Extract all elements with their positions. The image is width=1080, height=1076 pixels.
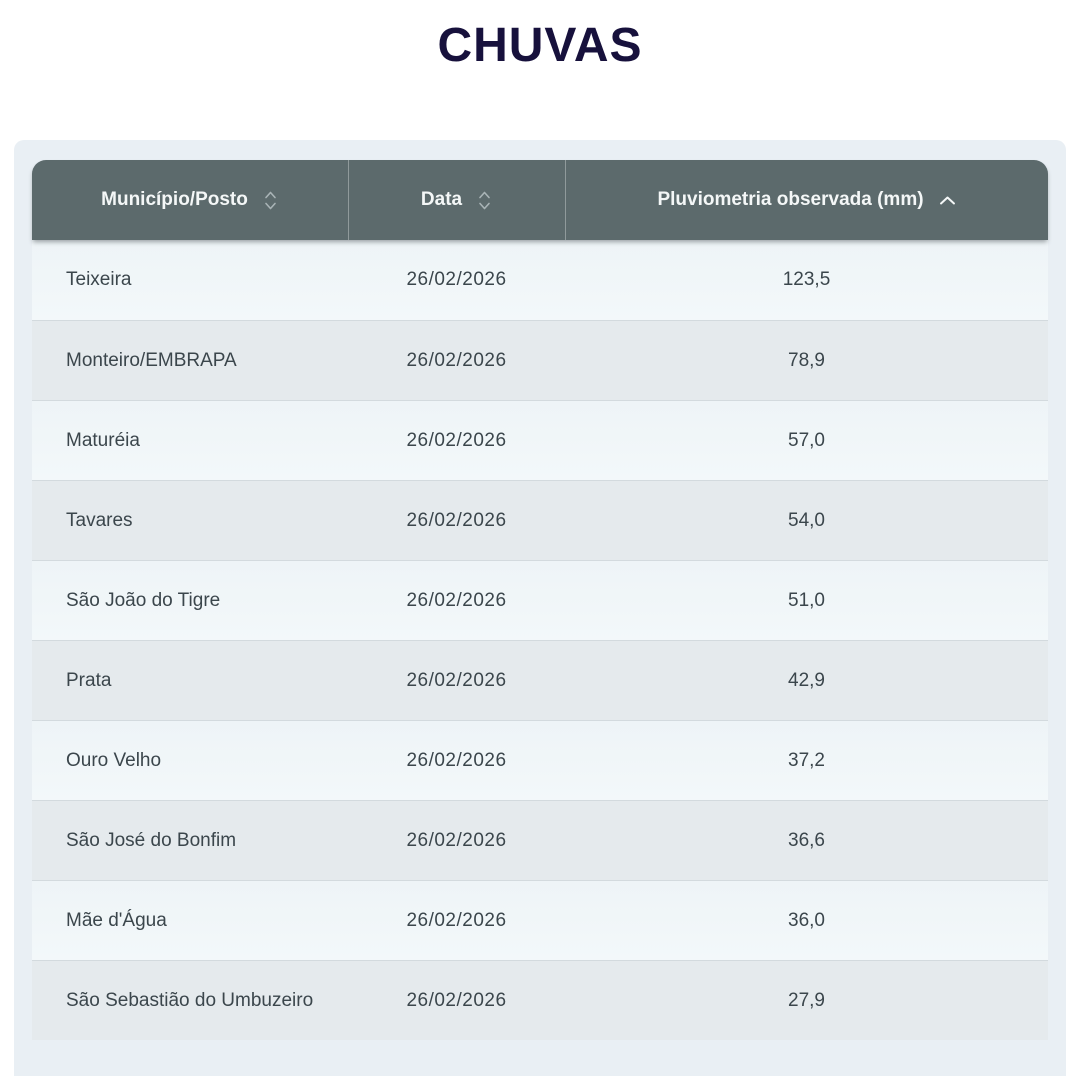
- cell-data: 26/02/2026: [406, 589, 507, 611]
- cell-pluviometria: 36,6: [788, 829, 825, 851]
- page-title: CHUVAS: [437, 19, 643, 72]
- cell-pluviometria: 36,0: [788, 909, 825, 931]
- column-header-pluviometria-label: Pluviometria observada (mm): [657, 189, 924, 210]
- column-header-data[interactable]: [348, 160, 565, 240]
- cell-pluviometria: 78,9: [788, 349, 825, 371]
- column-header-municipio[interactable]: [32, 160, 348, 240]
- column-header-pluviometria[interactable]: [565, 160, 1048, 240]
- sort-updown-icon: [262, 189, 279, 212]
- table-row: [32, 960, 1048, 1040]
- table-row: [32, 880, 1048, 960]
- rainfall-table-card: [14, 140, 1066, 1076]
- cell-data: 26/02/2026: [406, 669, 507, 691]
- column-header-municipio-label: Município/Posto: [101, 189, 248, 210]
- table-row: [32, 400, 1048, 480]
- cell-municipio: Ouro Velho: [66, 749, 162, 771]
- cell-data: 26/02/2026: [406, 909, 507, 931]
- cell-municipio: Monteiro/EMBRAPA: [66, 349, 237, 371]
- cell-data: 26/02/2026: [406, 269, 507, 291]
- table-row: [32, 640, 1048, 720]
- cell-municipio: Mãe d'Água: [66, 909, 167, 931]
- cell-data: 26/02/2026: [406, 989, 507, 1011]
- cell-pluviometria: 37,2: [788, 749, 825, 771]
- rainfall-table: [32, 160, 1048, 1040]
- table-row: [32, 240, 1048, 320]
- cell-data: 26/02/2026: [406, 749, 507, 771]
- table-body: [32, 240, 1048, 1040]
- cell-pluviometria: 27,9: [788, 989, 825, 1011]
- cell-municipio: São João do Tigre: [66, 589, 221, 611]
- table-header-row: [32, 160, 1048, 240]
- cell-pluviometria: 54,0: [788, 509, 825, 531]
- cell-municipio: São Sebastião do Umbuzeiro: [66, 989, 314, 1011]
- cell-data: 26/02/2026: [406, 509, 507, 531]
- table-row: [32, 800, 1048, 880]
- cell-municipio: Maturéia: [66, 429, 140, 451]
- cell-municipio: Teixeira: [66, 269, 132, 291]
- cell-pluviometria: 123,5: [782, 269, 831, 291]
- cell-municipio: Prata: [66, 669, 112, 691]
- chevron-up-icon: [938, 195, 957, 206]
- table-row: [32, 320, 1048, 400]
- sort-updown-icon: [476, 189, 493, 212]
- cell-data: 26/02/2026: [406, 349, 507, 371]
- cell-pluviometria: 42,9: [788, 669, 825, 691]
- table-row: [32, 720, 1048, 800]
- table-row: [32, 560, 1048, 640]
- cell-data: 26/02/2026: [406, 429, 507, 451]
- cell-municipio: Tavares: [66, 509, 133, 531]
- cell-pluviometria: 57,0: [788, 429, 825, 451]
- cell-data: 26/02/2026: [406, 829, 507, 851]
- cell-pluviometria: 51,0: [788, 589, 825, 611]
- cell-municipio: São José do Bonfim: [66, 829, 237, 851]
- table-row: [32, 480, 1048, 560]
- column-header-data-label: Data: [420, 189, 463, 210]
